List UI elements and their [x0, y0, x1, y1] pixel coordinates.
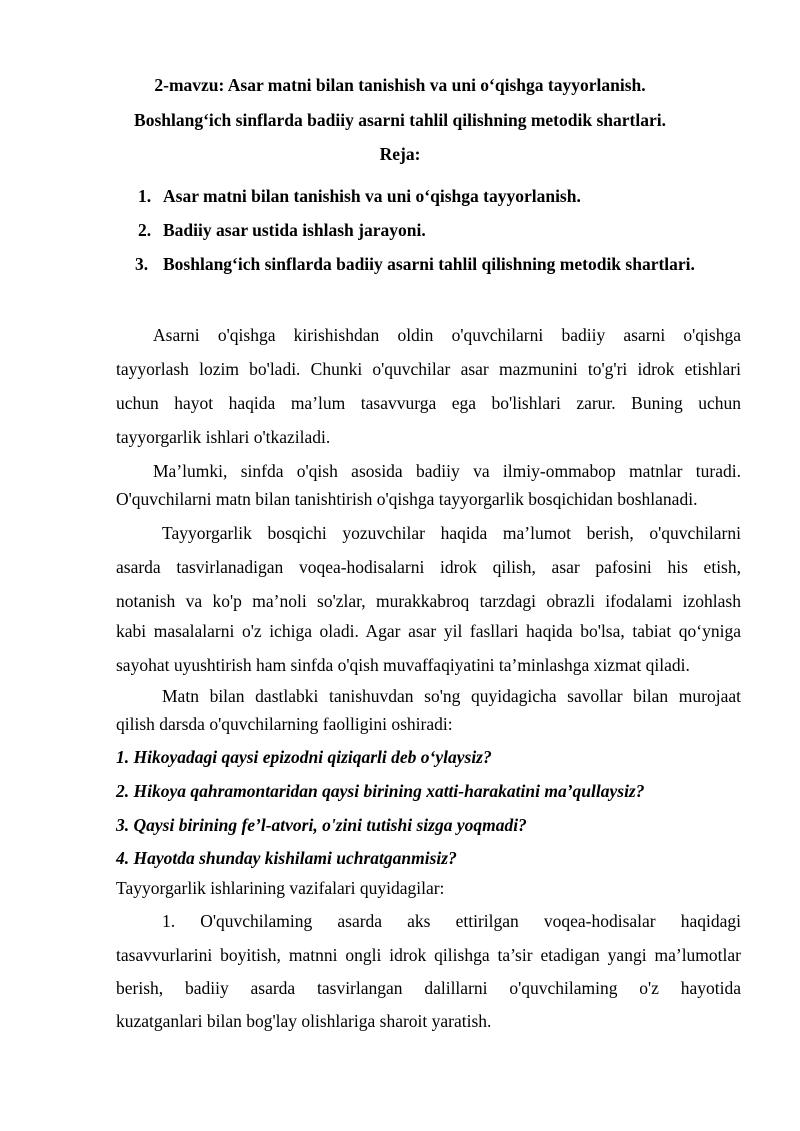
plan-item-2	[138, 218, 426, 242]
paragraph-line: O'quvchilarni matn bilan tanishtirish o'qishga tayyorgarlik bosqichidan boshlanadi.	[116, 489, 698, 509]
paragraph-line: Tayyorgarlik bosqichi yozuvchilar haqida ma’lumot berish, o'quvchilarni	[162, 523, 741, 543]
question-item: 2. Hikoya qahramontaridan qaysi birining xatti-harakatini ma’qullaysiz?	[116, 781, 645, 801]
paragraph-line: sayohat uyushtirish ham sinfda o'qish muvaffaqiyatini ta’minlashga xizmat qiladi.	[116, 655, 690, 675]
paragraph-line: qilish darsda o'quvchilarning faolligini oshiradi:	[116, 714, 453, 734]
plan-item-text: Asar matni bilan tanishish va uni o‘qishga tayyorlanish.	[163, 186, 581, 206]
paragraph-line: Ma’lumki, sinfda o'qish asosida badiiy va ilmiy-ommabop matnlar turadi.	[153, 461, 741, 481]
question-item: 1. Hikoyadagi qaysi epizodni qiziqarli deb o‘ylaysiz?	[116, 747, 492, 767]
plan-item-number: 1.	[138, 186, 152, 206]
paragraph-line: berish, badiiy asarda tasvirlangan dalillarni o'quvchilaming o'z hayotida	[116, 978, 741, 998]
paragraph-line: tasavvurlarini boyitish, matnni ongli idrok qilishga ta’sir etadigan yangi ma’lumotlar	[116, 945, 741, 965]
plan-item-number: 3.	[135, 254, 149, 274]
paragraph-line: tayyorgarlik ishlari o'tkaziladi.	[116, 427, 331, 447]
plan-item-1	[138, 184, 581, 208]
paragraph-line: Asarni o'qishga kirishishdan oldin o'quvchilarni badiiy asarni o'qishga	[153, 325, 741, 345]
paragraph-line: 1. O'quvchilaming asarda aks ettirilgan voqea-hodisalar haqidagi	[162, 911, 741, 931]
question-item: 4. Hayotda shunday kishilami uchratganmisiz?	[116, 848, 457, 868]
plan-heading: Reja:	[379, 144, 421, 164]
question-item: 3. Qaysi birining fe’l-atvori, o'zini tutishi sizga yoqmadi?	[116, 815, 527, 835]
plan-item-text: Badiiy asar ustida ishlash jarayoni.	[163, 220, 426, 240]
paragraph-line: Matn bilan dastlabki tanishuvdan so'ng quyidagicha savollar bilan murojaat	[162, 686, 741, 706]
topic-title: 2-mavzu: Asar matni bilan tanishish va uni o‘qishga tayyorlanish.	[154, 75, 646, 95]
plan-item-3	[135, 252, 695, 276]
paragraph-line: kabi masalalarni o'z ichiga oladi. Agar asar yil fasllari haqida bo'lsa, tabiat qo‘yniga	[116, 621, 741, 641]
topic-subtitle: Boshlang‘ich sinflarda badiiy asarni tahlil qilishning metodik shartlari.	[134, 110, 666, 130]
paragraph-line: asarda tasvirlanadigan voqea-hodisalarni idrok qilish, asar pafosini his etish,	[116, 557, 741, 577]
paragraph-line: kuzatganlari bilan bog'lay olishlariga sharoit yaratish.	[116, 1011, 492, 1031]
plan-item-text: Boshlang‘ich sinflarda badiiy asarni tahlil qilishning metodik shartlari.	[163, 254, 695, 274]
plan-item-number: 2.	[138, 220, 152, 240]
paragraph-line: uchun hayot haqida ma’lum tasavvurga ega bo'lishlari zarur. Buning uchun	[116, 393, 741, 413]
paragraph-line: notanish va ko'p ma’noli so'zlar, murakkabroq tarzdagi obrazli ifodalami izohlash	[116, 591, 741, 611]
paragraph-line: Tayyorgarlik ishlarining vazifalari quyidagilar:	[116, 878, 445, 898]
paragraph-line: tayyorlash lozim bo'ladi. Chunki o'quvchilar asar mazmunini to'g'ri idrok etishlari	[116, 359, 741, 379]
